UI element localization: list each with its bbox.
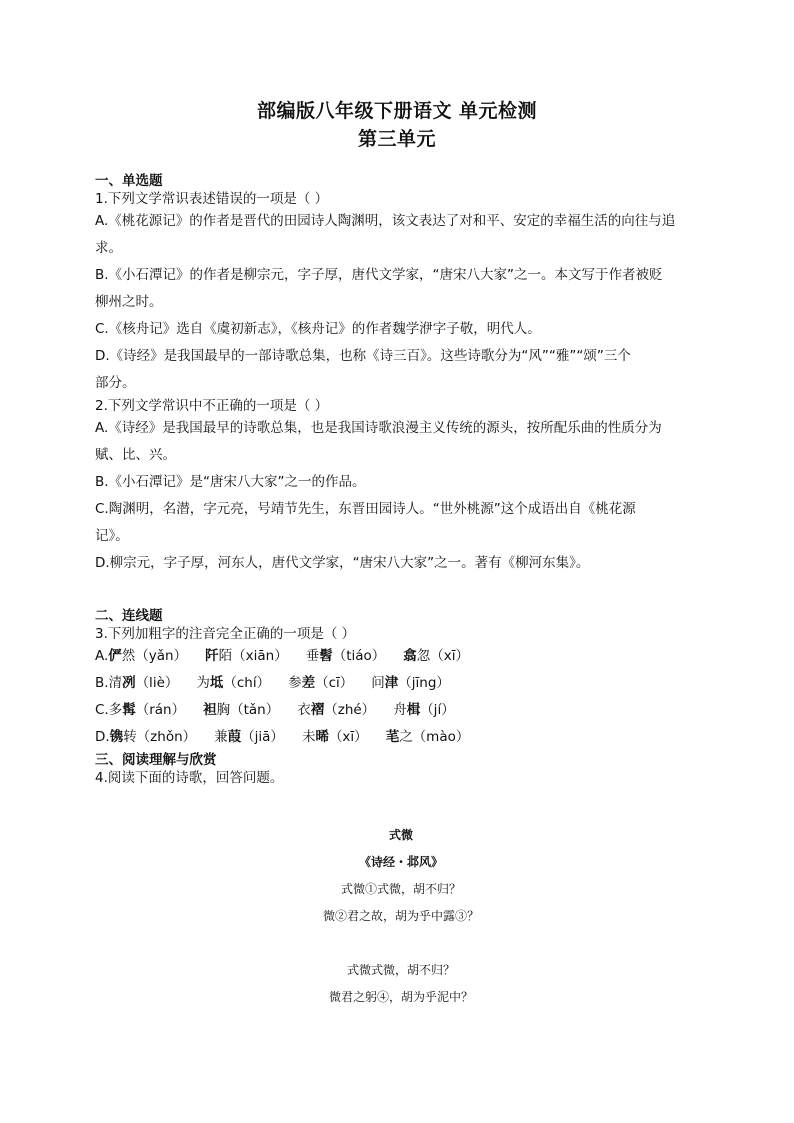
question-1-option-b: B.《小石潭记》的作者是柳宗元，字子厚，唐代文学家，“唐宋八大家”之一。本文写于作者被贬: [95, 267, 663, 283]
pinyin-item: 俨然（yǎn）: [108, 648, 188, 664]
question-3-stem: 3.下列加粗字的注音完全正确的一项是（ ）: [95, 626, 356, 642]
poem-line-3: 式微式微，胡不归？: [346, 963, 455, 977]
section-heading-reading: 三、阅读理解与欣赏: [95, 752, 217, 768]
option-label: D.: [95, 729, 110, 745]
poem-title: 式微: [388, 828, 413, 842]
pinyin-item: 垂髫（tiáo）: [305, 648, 386, 664]
document-subtitle: 第三单元: [357, 128, 436, 150]
pinyin-item: 芼之（mào）: [385, 729, 470, 745]
question-2-option-c-cont: 记》。: [95, 528, 129, 544]
section-heading-matching: 二、连线题: [95, 608, 163, 624]
pinyin-item: 翕忽（xī）: [403, 648, 470, 664]
question-3-option-b: [95, 670, 707, 697]
pinyin-item: 为坻（chí）: [196, 675, 271, 691]
question-2-stem: 2.下列文学常识中不正确的一项是（ ）: [95, 398, 329, 414]
question-1-option-a: A.《桃花源记》的作者是晋代的田园诗人陶渊明，该文表达了对和平、安定的幸福生活的向往与追: [95, 213, 676, 229]
question-2-option-d: D.柳宗元，字子厚，河东人，唐代文学家，“唐宋八大家”之一。著有《柳河东集》。: [95, 555, 590, 571]
question-4-stem: 4.阅读下面的诗歌，回答问题。: [95, 770, 284, 786]
pinyin-item: 镌转（zhǒn）: [109, 729, 197, 745]
pinyin-item: 阡陌（xiān）: [205, 648, 288, 664]
pinyin-item: 未晞（xī）: [301, 729, 368, 745]
stanza-gap: [95, 930, 707, 957]
pinyin-item: 袒胸（tǎn）: [203, 702, 280, 718]
pinyin-item: 舟楫（jí）: [393, 702, 455, 718]
question-2-option-a-cont: 赋、比、兴。: [95, 447, 176, 463]
pinyin-item: 问津（jīng）: [371, 675, 450, 691]
question-2-option-a: A.《诗经》是我国最早的诗歌总集，也是我国诗歌浪漫主义传统的源头，按所配乐曲的性质分为: [95, 420, 662, 436]
option-label: B.: [95, 675, 109, 691]
pinyin-item: 多髯（rán）: [108, 702, 186, 718]
question-3-option-c: [95, 697, 707, 724]
question-1-option-a-cont: 求。: [95, 240, 122, 256]
option-label: A.: [95, 648, 109, 664]
question-1-option-d-cont: 部分。: [95, 375, 136, 391]
pinyin-item: 衣褶（zhé）: [297, 702, 376, 718]
poem-block: [95, 822, 707, 1011]
pinyin-item: 参差（cī）: [288, 675, 354, 691]
poem-line-4: 微君之躬④，胡为乎泥中？: [328, 990, 473, 1004]
section-heading-single-choice: 一、单选题: [95, 173, 163, 189]
pinyin-item: 兼葭（jiā）: [214, 729, 284, 745]
question-2-option-c: C.陶渊明，名潜，字元亮，号靖节先生，东晋田园诗人。“世外桃源”这个成语出自《桃花源: [95, 501, 636, 517]
question-1-option-c: C.《核舟记》选自《虞初新志》，《核舟记》的作者魏学洢字子敬，明代人。: [95, 321, 541, 337]
document-title: 部编版八年级下册语文 单元检测: [256, 100, 538, 122]
question-3-option-d: [95, 724, 707, 751]
question-1-option-b-cont: 柳州之时。: [95, 294, 163, 310]
option-label: C.: [95, 702, 109, 718]
question-1-option-d: D.《诗经》是我国最早的一部诗歌总集，也称《诗三百》。这些诗歌分为“风”“雅”“颂”三个: [95, 348, 631, 364]
question-3-option-a: [95, 643, 707, 670]
document-body: [95, 172, 707, 787]
poem-line-1: 式微①式微，胡不归？: [340, 882, 461, 896]
poem-line-2: 微②君之故，胡为乎中露③？: [322, 909, 479, 923]
question-2-option-b: B.《小石潭记》是“唐宋八大家”之一的作品。: [95, 474, 366, 490]
poem-source: 《诗经・邶风》: [358, 855, 443, 869]
pinyin-item: 清冽（liè）: [108, 675, 179, 691]
question-1-stem: 1.下列文学常识表述错误的一项是（ ）: [95, 191, 329, 207]
